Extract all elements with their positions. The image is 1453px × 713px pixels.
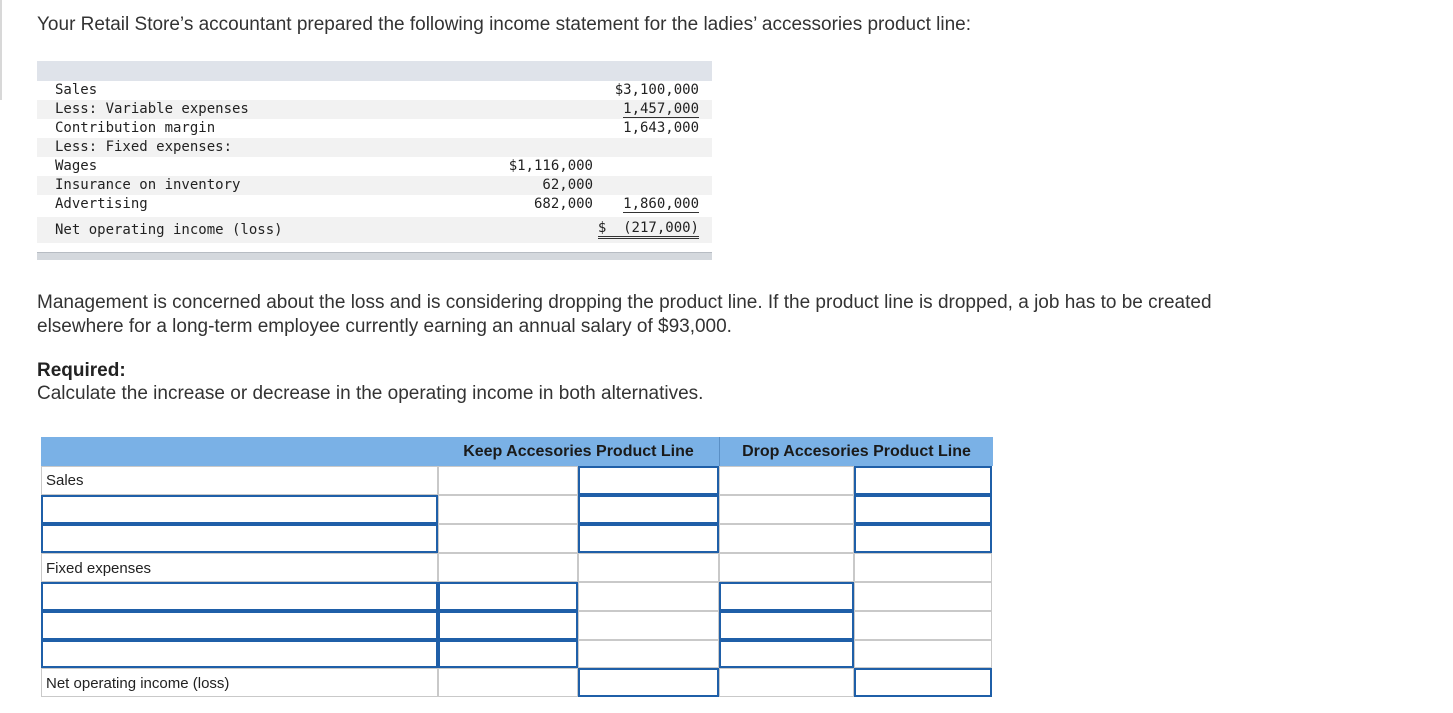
statement-value: $1,116,000: [508, 158, 593, 174]
row-label-sales: Sales: [46, 472, 84, 489]
statement-row-net-income: [37, 217, 712, 243]
statement-label: Sales: [55, 82, 98, 98]
required-instruction: Calculate the increase or decrease in the operating income in both alternatives.: [37, 383, 704, 404]
statement-label: Less: Fixed expenses:: [55, 139, 233, 155]
table-cell: [719, 553, 854, 582]
statement-value: 682,000: [533, 196, 593, 212]
statement-row-fixed-expenses: [37, 138, 712, 157]
table-cell: [719, 495, 854, 524]
statement-value: 62,000: [542, 177, 593, 193]
table-header-keep: [438, 437, 719, 466]
drop-sales-input[interactable]: [854, 466, 992, 495]
table-cell: [578, 553, 719, 582]
keep-fixed-input-2[interactable]: [438, 611, 578, 640]
table-cell: [719, 668, 854, 697]
statement-row-advertising: [37, 195, 712, 214]
row-label-net-income: Net operating income (loss): [46, 675, 230, 692]
table-cell: [578, 611, 719, 640]
table-header-blank: [41, 437, 438, 466]
statement-value: 1,860,000: [623, 196, 699, 212]
keep-sales-input[interactable]: [578, 466, 719, 495]
keep-fixed-input-3[interactable]: [438, 640, 578, 668]
left-edge-bar: [0, 0, 2, 100]
row-label-input-3[interactable]: [41, 582, 438, 611]
table-cell: [438, 553, 578, 582]
table-cell: [854, 611, 992, 640]
drop-fixed-input-1[interactable]: [719, 582, 854, 611]
statement-label: Wages: [55, 158, 98, 174]
statement-value: $ (217,000): [598, 220, 699, 239]
drop-fixed-input-2[interactable]: [719, 611, 854, 640]
drop-row-input-1[interactable]: [854, 495, 992, 524]
statement-value: $3,100,000: [614, 82, 699, 98]
statement-label: Less: Variable expenses: [55, 101, 249, 117]
drop-fixed-input-3[interactable]: [719, 640, 854, 668]
header-drop-label: Drop Accesories Product Line: [742, 443, 971, 460]
required-heading: Required:: [37, 360, 126, 381]
drop-row-input-2[interactable]: [854, 524, 992, 553]
statement-row-contribution-margin: [37, 119, 712, 138]
income-statement: [37, 61, 712, 246]
scenario-paragraph: Management is concerned about the loss and is considering dropping the product line. If the product line is dropped, a job has to be created elsewhere for a long-term employee currently earning an annual salary of $93,000.: [37, 292, 1212, 337]
answer-table: [41, 437, 992, 697]
keep-net-income-input[interactable]: [578, 668, 719, 697]
table-row-net-income: [41, 668, 438, 697]
statement-label: Contribution margin: [55, 120, 216, 136]
table-cell: [719, 466, 854, 495]
table-cell: [854, 553, 992, 582]
keep-row-input-1[interactable]: [578, 495, 719, 524]
row-label-input-1[interactable]: [41, 495, 438, 524]
statement-label: Advertising: [55, 196, 148, 212]
table-cell: [578, 582, 719, 611]
statement-value: 1,457,000: [623, 101, 699, 117]
drop-net-income-input[interactable]: [854, 668, 992, 697]
table-cell: [578, 640, 719, 668]
row-label-input-4[interactable]: [41, 611, 438, 640]
intro-text: Your Retail Store’s accountant prepared the following income statement for the ladies’ accessories product line:: [37, 14, 971, 35]
table-row-sales: [41, 466, 438, 495]
row-label-fixed-expenses: Fixed expenses: [46, 560, 152, 577]
table-cell: [719, 524, 854, 553]
table-cell: [854, 582, 992, 611]
table-cell: [854, 640, 992, 668]
keep-row-input-2[interactable]: [578, 524, 719, 553]
statement-header-bar: [37, 61, 712, 81]
statement-label: Insurance on inventory: [55, 177, 241, 193]
table-row-fixed-expenses: [41, 553, 438, 582]
statement-row-variable-expenses: [37, 100, 712, 119]
table-header-drop: [719, 437, 993, 466]
statement-row-sales: [37, 81, 712, 100]
row-label-input-5[interactable]: [41, 640, 438, 668]
statement-row-wages: [37, 157, 712, 176]
statement-value: 1,643,000: [623, 120, 699, 136]
table-cell: [438, 668, 578, 697]
row-label-input-2[interactable]: [41, 524, 438, 553]
table-cell: [438, 524, 578, 553]
keep-fixed-input-1[interactable]: [438, 582, 578, 611]
table-cell: [438, 466, 578, 495]
statement-footer-bar: [37, 252, 712, 260]
statement-row-insurance: [37, 176, 712, 195]
table-cell: [438, 495, 578, 524]
statement-label: Net operating income (loss): [55, 222, 283, 238]
header-keep-label: Keep Accesories Product Line: [463, 443, 694, 460]
